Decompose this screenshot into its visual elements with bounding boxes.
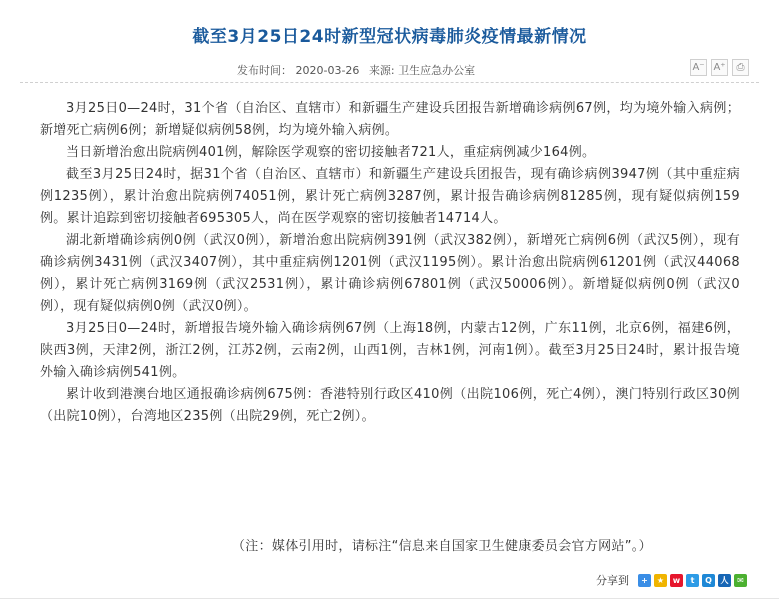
article-source: 来源: 卫生应急办公室 bbox=[368, 64, 476, 77]
font-larger-button[interactable]: A⁺ bbox=[711, 59, 728, 76]
weibo-share-icon[interactable]: w bbox=[670, 574, 683, 587]
paragraph-4: 湖北新增确诊病例0例（武汉0例），新增治愈出院病例391例（武汉382例），新增死亡病例6例（武汉5例），现有确诊病例3431例（武汉3407例），其中重症病例1201例（武汉1195例）。累计治愈出院病例61201例（武汉44068例），累计死亡病例3169例（武汉2531例），累计确诊病例67801例（武汉50006例）。新增疑似病例0例（武汉0例），现有疑似病例0例（武汉0例）。 bbox=[40, 233, 740, 314]
article-title: 截至3月25日24时新型冠状病毒肺炎疫情最新情况 bbox=[192, 27, 587, 47]
footer-divider bbox=[0, 598, 779, 599]
qq-share-icon[interactable]: Q bbox=[702, 574, 715, 587]
wechat-share-icon[interactable]: ✉ bbox=[734, 574, 747, 587]
article-body bbox=[40, 98, 740, 428]
print-button[interactable]: ⎙ bbox=[732, 59, 749, 76]
plus-share-icon[interactable]: + bbox=[638, 574, 651, 587]
paragraph-6: 累计收到港澳台地区通报确诊病例675例：香港特别行政区410例（出院106例，死亡4例），澳门特别行政区30例（出院10例），台湾地区235例（出院29例，死亡2例）。 bbox=[40, 387, 740, 424]
paragraph-1: 3月25日0—24时，31个省（自治区、直辖市）和新疆生产建设兵团报告新增确诊病例67例，均为境外输入病例；新增死亡病例6例；新增疑似病例58例，均为境外输入病例。 bbox=[40, 101, 740, 138]
share-label: 分享到 bbox=[596, 574, 629, 587]
header-divider bbox=[20, 82, 759, 83]
paragraph-3: 截至3月25日24时，据31个省（自治区、直辖市）和新疆生产建设兵团报告，现有确诊病例3947例（其中重症病例1235例），累计治愈出院病例74051例，累计死亡病例3287例，累计报告确诊病例81285例，现有疑似病例159例。累计追踪到密切接触者695305人，尚在医学观察的密切接触者14714人。 bbox=[40, 167, 740, 226]
paragraph-2: 当日新增治愈出院病例401例，解除医学观察的密切接触者721人，重症病例减少164例。 bbox=[66, 145, 596, 160]
share-bar bbox=[596, 572, 747, 588]
article-meta bbox=[237, 62, 481, 78]
font-smaller-button[interactable]: A⁻ bbox=[690, 59, 707, 76]
tencent-weibo-share-icon[interactable]: t bbox=[686, 574, 699, 587]
paragraph-5: 3月25日0—24时，新增报告境外输入确诊病例67例（上海18例，内蒙古12例，广东11例，北京6例，福建6例，陕西3例，天津2例，浙江2例，江苏2例，云南2例，山西1例，吉林1例，河南1例）。截至3月25日24时，累计报告境外输入确诊病例541例。 bbox=[40, 321, 740, 380]
publish-time: 发布时间： 2020-03-26 bbox=[237, 64, 360, 77]
qzone-share-icon[interactable]: ★ bbox=[654, 574, 667, 587]
renren-share-icon[interactable]: 人 bbox=[718, 574, 731, 587]
article-tools bbox=[690, 59, 749, 76]
citation-note: （注：媒体引用时，请标注“信息来自国家卫生健康委员会官方网站”。） bbox=[232, 539, 652, 554]
